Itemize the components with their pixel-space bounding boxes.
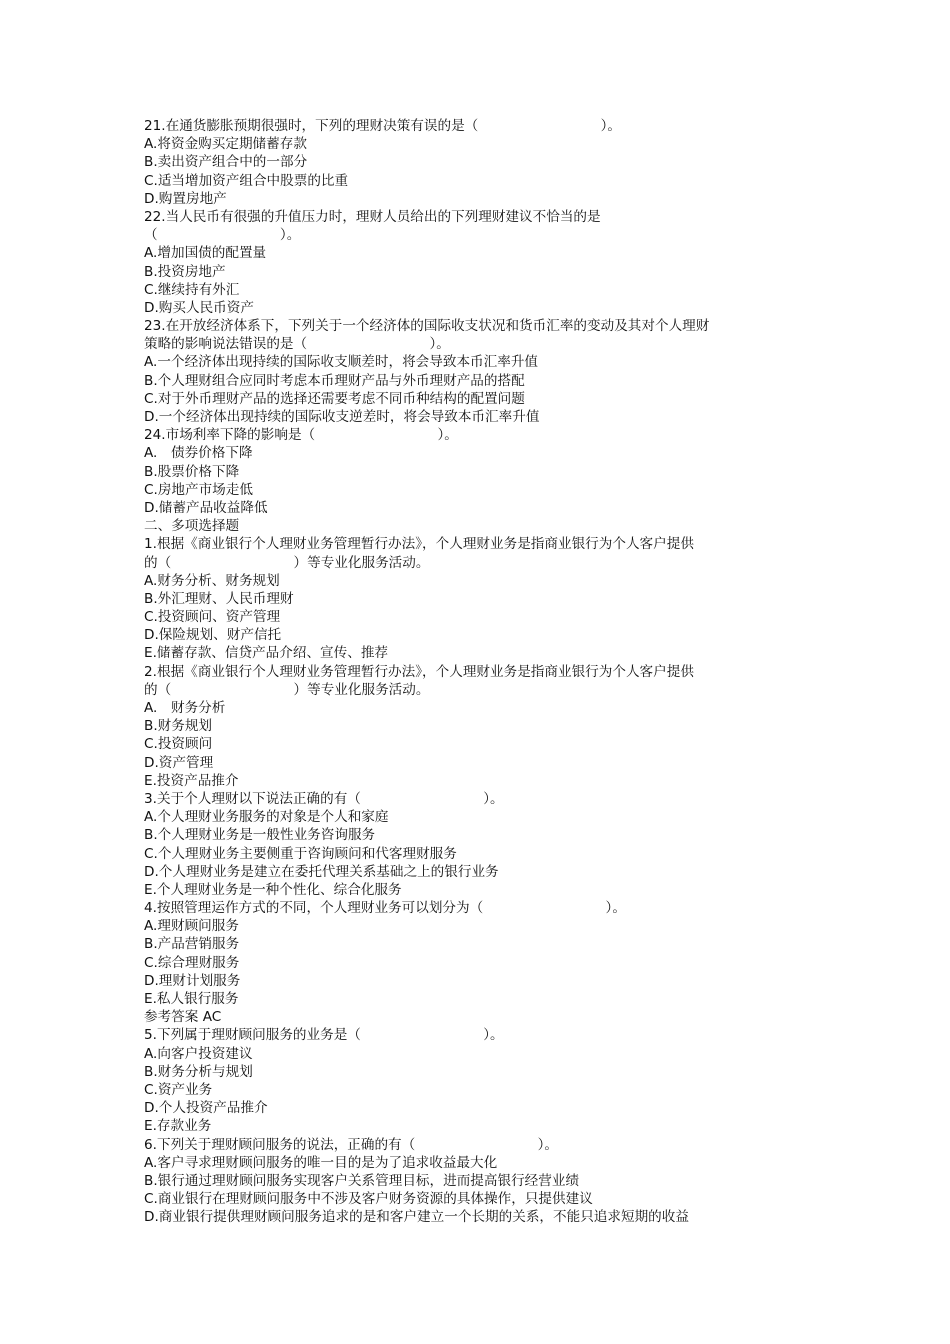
mc-question-5-option-d: D.个人投资产品推介 xyxy=(144,1100,268,1117)
question-21-option-b: B.卖出资产组合中的一部分 xyxy=(144,154,308,171)
question-21-option-c: C.适当增加资产组合中股票的比重 xyxy=(144,172,349,189)
mc-question-1-stem: 1.根据《商业银行个人理财业务管理暂行办法》，个人理财业务是指商业银行为个人客户提供 xyxy=(144,536,694,553)
mc-question-5-option-c: C.资产业务 xyxy=(144,1081,213,1098)
document-page xyxy=(144,117,824,1226)
mc-question-6-stem: 6.下列关于理财顾问服务的说法，正确的有（ ）。 xyxy=(144,1136,558,1153)
mc-question-1-option-e: E.储蓄存款、信贷产品介绍、宣传、推荐 xyxy=(144,645,389,662)
mc-question-3-option-d: D.个人理财业务是建立在委托代理关系基础之上的银行业务 xyxy=(144,863,499,880)
mc-question-4-option-b: B.产品营销服务 xyxy=(144,936,240,953)
mc-question-5-option-e: E.存款业务 xyxy=(144,1118,212,1135)
mc-question-2-option-b: B.财务规划 xyxy=(144,718,213,735)
mc-question-1-stem-cont: 的（ ）等专业化服务活动。 xyxy=(144,554,430,571)
question-24-option-d: D.储蓄产品收益降低 xyxy=(144,499,268,516)
question-24-option-b: B.股票价格下降 xyxy=(144,463,240,480)
question-23-option-c: C.对于外币理财产品的选择还需要考虑不同币种结构的配置问题 xyxy=(144,390,525,407)
mc-question-1-option-a: A.财务分析、财务规划 xyxy=(144,572,280,589)
mc-question-3-option-a: A.个人理财业务服务的对象是个人和家庭 xyxy=(144,809,389,826)
mc-question-4-option-a: A.理财顾问服务 xyxy=(144,918,239,935)
question-23-option-b: B.个人理财组合应同时考虑本币理财产品与外币理财产品的搭配 xyxy=(144,372,525,389)
question-23-stem: 23.在开放经济体系下，下列关于一个经济体的国际收支状况和货币汇率的变动及其对个人理财 xyxy=(144,318,710,335)
question-22-stem: 22.当人民币有很强的升值压力时，理财人员给出的下列理财建议不恰当的是 xyxy=(144,208,601,225)
mc-question-5-stem: 5.下列属于理财顾问服务的业务是（ ）。 xyxy=(144,1027,504,1044)
section-heading-multiple-choice: 二、多项选择题 xyxy=(144,518,240,535)
mc-question-5-option-b: B.财务分析与规划 xyxy=(144,1063,253,1080)
mc-question-3-stem: 3.关于个人理财以下说法正确的有（ ）。 xyxy=(144,790,504,807)
question-22-option-b: B.投资房地产 xyxy=(144,263,226,280)
question-23-option-d: D.一个经济体出现持续的国际收支逆差时，将会导致本币汇率升值 xyxy=(144,409,540,425)
mc-question-4-option-d: D.理财计划服务 xyxy=(144,972,241,989)
mc-question-3-option-c: C.个人理财业务主要侧重于咨询顾问和代客理财服务 xyxy=(144,845,457,862)
mc-question-6-option-d: D.商业银行提供理财顾问服务追求的是和客户建立一个长期的关系，不能只追求短期的收益 xyxy=(144,1209,689,1226)
question-23-stem-cont: 策略的影响说法错误的是（ ）。 xyxy=(144,336,450,353)
mc-question-2-option-c: C.投资顾问 xyxy=(144,736,213,753)
mc-question-1-option-d: D.保险规划、财产信托 xyxy=(144,627,282,644)
question-22-stem-cont: （ ）。 xyxy=(144,227,301,244)
mc-question-5-option-a: A.向客户投资建议 xyxy=(144,1045,253,1062)
mc-question-2-stem: 2.根据《商业银行个人理财业务管理暂行办法》，个人理财业务是指商业银行为个人客户提供 xyxy=(144,663,694,680)
question-23-option-a: A.一个经济体出现持续的国际收支顺差时，将会导致本币汇率升值 xyxy=(144,354,539,371)
question-21-option-a: A.将资金购买定期储蓄存款 xyxy=(144,136,307,153)
mc-question-2-stem-cont: 的（ ）等专业化服务活动。 xyxy=(144,681,430,698)
mc-question-6-option-b: B.银行通过理财顾问服务实现客户关系管理目标，进而提高银行经营业绩 xyxy=(144,1172,580,1189)
mc-question-4-option-e: E.私人银行服务 xyxy=(144,991,239,1007)
question-22-option-d: D.购买人民币资产 xyxy=(144,299,254,316)
mc-question-1-option-c: C.投资顾问、资产管理 xyxy=(144,609,281,626)
mc-question-2-option-d: D.资产管理 xyxy=(144,754,214,771)
mc-question-2-option-a: A. 财务分析 xyxy=(144,700,226,716)
mc-question-4-answer: 参考答案 AC xyxy=(144,1009,222,1026)
mc-question-2-option-e: E.投资产品推介 xyxy=(144,772,239,789)
question-21-stem: 21.在通货膨胀预期很强时，下列的理财决策有误的是（ ）。 xyxy=(144,118,622,134)
mc-question-4-stem: 4.按照管理运作方式的不同，个人理财业务可以划分为（ ）。 xyxy=(144,900,626,917)
mc-question-6-option-a: A.客户寻求理财顾问服务的唯一目的是为了追求收益最大化 xyxy=(144,1154,498,1171)
mc-question-4-option-c: C.综合理财服务 xyxy=(144,954,240,971)
question-24-option-c: C.房地产市场走低 xyxy=(144,481,253,498)
question-21-option-d: D.购置房地产 xyxy=(144,190,227,207)
question-22-option-a: A.增加国债的配置量 xyxy=(144,245,267,262)
question-22-option-c: C.继续持有外汇 xyxy=(144,281,240,298)
mc-question-1-option-b: B.外汇理财、人民币理财 xyxy=(144,590,294,607)
mc-question-6-option-c: C.商业银行在理财顾问服务中不涉及客户财务资源的具体操作，只提供建议 xyxy=(144,1191,593,1208)
question-24-stem: 24.市场利率下降的影响是（ ）。 xyxy=(144,427,458,444)
mc-question-3-option-b: B.个人理财业务是一般性业务咨询服务 xyxy=(144,827,376,844)
question-24-option-a: A. 债券价格下降 xyxy=(144,445,253,462)
mc-question-3-option-e: E.个人理财业务是一种个性化、综合化服务 xyxy=(144,881,402,898)
